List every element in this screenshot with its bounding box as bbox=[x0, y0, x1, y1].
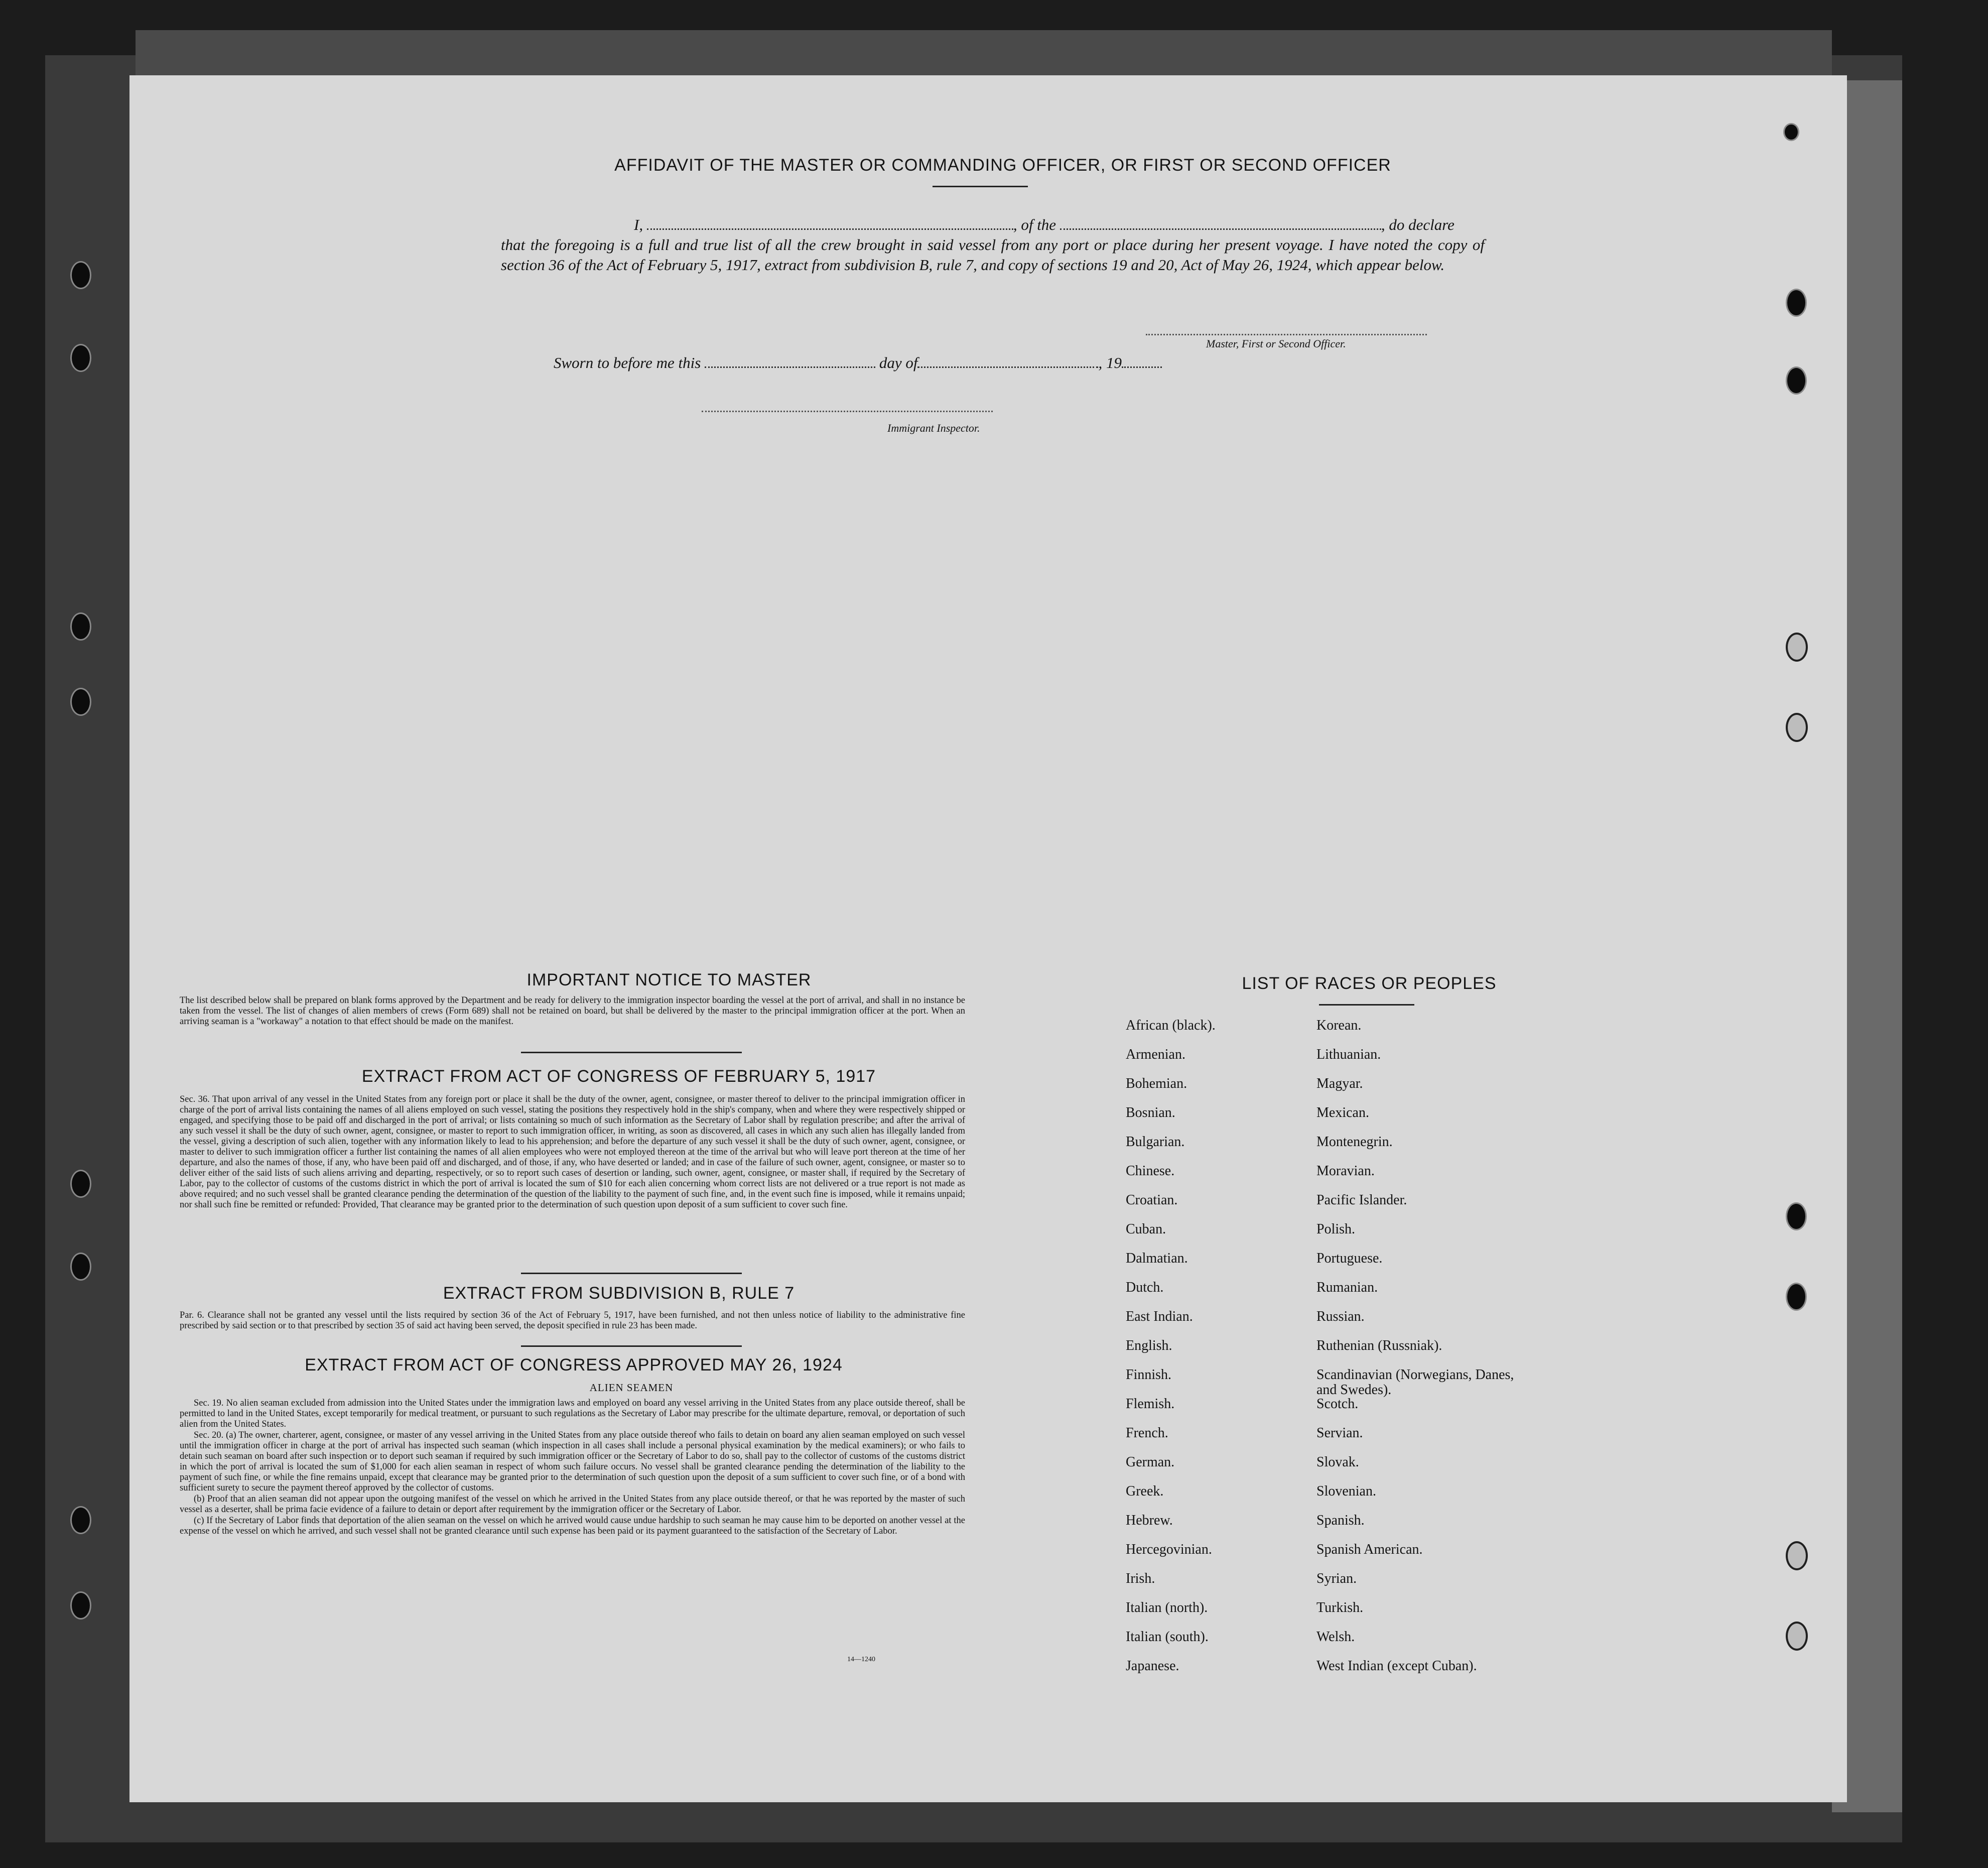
extract-rule7-rule bbox=[521, 1345, 742, 1347]
race-item: Cuban. bbox=[1126, 1221, 1166, 1237]
race-item: Portuguese. bbox=[1316, 1251, 1383, 1266]
inspector-signature-line bbox=[702, 411, 993, 412]
extract-1917-title: EXTRACT FROM ACT OF CONGRESS OF FEBRUARY 5, 1917 bbox=[361, 1067, 876, 1086]
race-item: English. bbox=[1126, 1338, 1172, 1353]
races-left-column bbox=[1126, 1018, 1306, 1688]
race-item: Irish. bbox=[1126, 1571, 1155, 1586]
punch-hole bbox=[1783, 123, 1799, 141]
notice-text: The list described below shall be prepared on blank forms approved by the Department and be ready for delivery to the immigration inspector boarding the vessel at the port of arrival, and shall in no instance be taken from the vessel. The list of changes of alien members of crews (Form 689) shall not be retained on board, but shall be delivered by the master to the principal immigration officer at the port. When an arriving seaman is a "workaway" a notation to that effect should be made on the manifest. bbox=[180, 995, 965, 1027]
race-item: Dutch. bbox=[1126, 1280, 1164, 1295]
affidavit-of-the-label: , of the bbox=[1013, 216, 1056, 233]
sworn-line bbox=[554, 354, 1162, 372]
race-item: Finnish. bbox=[1126, 1367, 1172, 1383]
race-item: Welsh. bbox=[1316, 1629, 1355, 1645]
document-page bbox=[129, 75, 1847, 1802]
punch-hole bbox=[1786, 633, 1808, 662]
race-item: Chinese. bbox=[1126, 1163, 1175, 1179]
sworn-day-field bbox=[705, 366, 875, 368]
race-item: Italian (north). bbox=[1126, 1600, 1208, 1615]
affidavit-body: that the foregoing is a full and true list of all the crew brought in said vessel from any port or place during her present voyage. I have noted the copy of section 36 of the Act of February 5, 1917, extract from subdivision B, rule 7, and copy of sections 19 and 20, Act of May 26, 1924, which appear below. bbox=[501, 236, 1485, 274]
sworn-year-field bbox=[1122, 366, 1162, 368]
races-title-rule bbox=[1319, 1004, 1414, 1006]
extract-1924-paragraph: (b) Proof that an alien seaman did not appear upon the outgoing manifest of the vessel on which he arrived in the United States from any place outside thereof, or that he was reported by the master of such vessel as a deserter, shall be prima facie evidence of a failure to detain or deport after requirement by the immigration officer or the Secretary of Labor. bbox=[180, 1494, 965, 1515]
race-item: Slovenian. bbox=[1316, 1483, 1376, 1499]
punch-hole bbox=[1786, 1622, 1808, 1651]
punch-hole bbox=[1786, 1283, 1807, 1311]
race-item: West Indian (except Cuban). bbox=[1316, 1658, 1477, 1674]
race-item: Croatian. bbox=[1126, 1192, 1178, 1208]
vessel-field bbox=[1060, 228, 1381, 230]
extract-1924-subtitle: ALIEN SEAMEN bbox=[589, 1382, 674, 1394]
affidavit-title: AFFIDAVIT OF THE MASTER OR COMMANDING OFFICER, OR FIRST OR SECOND OFFICER bbox=[614, 156, 1391, 175]
notice-title: IMPORTANT NOTICE TO MASTER bbox=[526, 970, 812, 989]
race-item: Spanish American. bbox=[1316, 1542, 1423, 1557]
extract-1917-text: Sec. 36. That upon arrival of any vessel in the United States from any foreign port or place it shall be the duty of the owner, agent, consignee, or master thereof to deliver to the principal immigration officer in charge of the port of arrival lists containing the names of all aliens employed on such vessel, stating the positions they respectively hold in the ship's company, when and where they were respectively shipped or engaged, and specifying those to be paid off and discharged in the port of arrival; or lists containing so much of such information as the Secretary of Labor shall by regulation prescribe; and after the arrival of any such vessel it shall be the duty of such owner, agent, consignee, or master to report to such immigration officer, in writing, as soon as discovered, all cases in which any such alien has illegally landed from the vessel, giving a description of such alien, together with any information likely to lead to his apprehension; and before the departure of any such vessel it shall be the duty of such owner, agent, consignee, or master to deliver to such immigration officer a further list containing the names of all alien employees who were not employed thereon at the time of the arrival but who will leave port thereon at the time of her departure, and also the names of those, if any, who have been paid off and discharged, and of those, if any, who have deserted or landed; and in case of the failure of such owner, agent, consignee, or master so to deliver either of the said lists of such aliens arriving and departing, respectively, or so to report such cases of desertion or landing, such owner, agent, consignee, or master shall, if required by the Secretary of Labor, pay to the collector of customs of the customs district in which the port of arrival is located the sum of $10 for each alien concerning whom correct lists are not delivered or a true report is not made as above required; and no such vessel shall be granted clearance pending the determination of the question of the liability to the payment of such fine, and, in the event such fine is imposed, while it remains unpaid; nor shall such fine be remitted or refunded: Provided, That clearance may be granted prior to the determination of such question upon deposit of a sum sufficient to cover such fine. bbox=[180, 1094, 965, 1210]
extract-1924-paragraph: Sec. 19. No alien seaman excluded from admission into the United States under the immigration laws and employed on board any vessel arriving in the United States from any place outside thereof, shall be permitted to land in the United States, except temporarily for medical treatment, or pursuant to such regulations as the Secretary of Labor may prescribe for the ultimate departure, removal, or deportation of such alien from the United States. bbox=[180, 1398, 965, 1429]
race-item: Flemish. bbox=[1126, 1396, 1175, 1412]
extract-1924-body bbox=[180, 1398, 965, 1537]
extract-1924-paragraph: Sec. 20. (a) The owner, charterer, agent, consignee, or master of any vessel arriving in the United States from any place outside thereof who fails to detain on board any alien seaman employed on such vessel until the immigration officer in charge at the port of arrival has inspected such seaman (which inspection in all cases shall include a personal physical examination by the medical examiners); or who fails to detain such seaman on board after such inspection or to deport such seaman if required by such immigration officer or the Secretary of Labor to do so, shall pay to the collector of customs of the customs district in which the port of arrival is located the sum of $1,000 for each alien seaman in respect of whom such failure occurs. No vessel shall be granted clearance pending the determination of the liability to the payment of such fine, or while the fine remains unpaid, except that clearance may be granted prior to the determination of such question upon the deposit of a sum sufficient to cover such fine, or of a bond with sufficient surety to secure the payment thereof approved by the collector of customs. bbox=[180, 1430, 965, 1493]
race-item: Bosnian. bbox=[1126, 1105, 1175, 1120]
race-item: Bohemian. bbox=[1126, 1076, 1187, 1091]
affidavit-title-rule bbox=[933, 186, 1028, 187]
race-item: Syrian. bbox=[1316, 1571, 1357, 1586]
affidavit-declare-label: , do declare bbox=[1381, 216, 1454, 233]
sworn-month-field bbox=[917, 366, 1098, 368]
form-number: 14—1240 bbox=[847, 1656, 875, 1663]
notice-rule bbox=[521, 1052, 742, 1053]
sworn-day-of-label: day of bbox=[879, 354, 918, 371]
race-item: Dalmatian. bbox=[1126, 1251, 1188, 1266]
extract-rule7-text: Par. 6. Clearance shall not be granted any vessel until the lists required by section 36 of the Act of February 5, 1917, have been furnished, and not then unless notice of liability to the administrative fine prescribed by said section or to that prescribed by section 35 of said act having been served, the deposit specified in rule 23 has been made. bbox=[180, 1310, 965, 1331]
punch-hole bbox=[70, 1170, 91, 1198]
race-item: Greek. bbox=[1126, 1483, 1164, 1499]
punch-hole bbox=[1786, 366, 1807, 395]
punch-hole bbox=[70, 612, 91, 641]
extract-1924-title: EXTRACT FROM ACT OF CONGRESS APPROVED MAY 26, 1924 bbox=[305, 1355, 843, 1375]
race-item: Mexican. bbox=[1316, 1105, 1369, 1120]
punch-hole bbox=[70, 344, 91, 372]
punch-hole bbox=[70, 1253, 91, 1281]
affidavit-declaration bbox=[501, 215, 1485, 275]
race-item: Montenegrin. bbox=[1316, 1134, 1393, 1150]
race-item: Russian. bbox=[1316, 1309, 1365, 1324]
race-item: Japanese. bbox=[1126, 1658, 1179, 1674]
race-item: Lithuanian. bbox=[1316, 1047, 1381, 1062]
race-item: Ruthenian (Russniak). bbox=[1316, 1338, 1442, 1353]
race-item: Italian (south). bbox=[1126, 1629, 1209, 1645]
race-item: Moravian. bbox=[1316, 1163, 1375, 1179]
race-item: Scandinavian (Norwegians, Danes, and Swedes). bbox=[1316, 1367, 1514, 1398]
punch-hole bbox=[1786, 1541, 1808, 1570]
race-item: German. bbox=[1126, 1454, 1175, 1470]
race-item: Korean. bbox=[1316, 1018, 1362, 1033]
master-signature-line bbox=[1146, 334, 1427, 335]
extract-1917-rule bbox=[521, 1273, 742, 1274]
sworn-year-label: , 19 bbox=[1098, 354, 1122, 371]
race-item: Spanish. bbox=[1316, 1513, 1365, 1528]
punch-hole bbox=[70, 261, 91, 289]
race-item: Pacific Islander. bbox=[1316, 1192, 1407, 1208]
race-item: Armenian. bbox=[1126, 1047, 1185, 1062]
race-item: French. bbox=[1126, 1425, 1168, 1441]
inspector-caption: Immigrant Inspector. bbox=[887, 422, 980, 434]
sworn-prefix: Sworn to before me this bbox=[554, 354, 701, 371]
punch-hole bbox=[70, 688, 91, 716]
punch-hole bbox=[1786, 289, 1807, 317]
extract-rule7-title: EXTRACT FROM SUBDIVISION B, RULE 7 bbox=[443, 1284, 795, 1303]
race-item: Scotch. bbox=[1316, 1396, 1359, 1412]
race-item: Hercegovinian. bbox=[1126, 1542, 1212, 1557]
race-item: Rumanian. bbox=[1316, 1280, 1378, 1295]
race-item: Polish. bbox=[1316, 1221, 1356, 1237]
extract-1924-paragraph: (c) If the Secretary of Labor finds that deportation of the alien seaman on the vessel on which he arrived would cause undue hardship to such seaman he may cause him to be deported on another vessel at the expense of the vessel on which he arrived, and such vessel shall not be granted clearance until such expense has been paid or its payment guaranteed to the satisfaction of the Secretary of Labor. bbox=[180, 1516, 965, 1536]
race-item: African (black). bbox=[1126, 1018, 1216, 1033]
back-sheet-top bbox=[136, 30, 1832, 75]
races-right-column bbox=[1316, 1018, 1537, 1688]
affidavit-first-line bbox=[501, 215, 1485, 235]
race-item: Hebrew. bbox=[1126, 1513, 1173, 1528]
race-item: East Indian. bbox=[1126, 1309, 1193, 1324]
punch-hole bbox=[70, 1591, 91, 1620]
name-field bbox=[647, 228, 1013, 230]
punch-hole bbox=[1786, 713, 1808, 742]
race-item: Slovak. bbox=[1316, 1454, 1359, 1470]
race-item: Magyar. bbox=[1316, 1076, 1363, 1091]
punch-hole bbox=[70, 1506, 91, 1534]
affidavit-i-label: I, bbox=[634, 216, 643, 233]
race-item: Turkish. bbox=[1316, 1600, 1364, 1615]
race-item: Bulgarian. bbox=[1126, 1134, 1185, 1150]
race-item: Servian. bbox=[1316, 1425, 1363, 1441]
master-signature-caption: Master, First or Second Officer. bbox=[1206, 337, 1346, 350]
races-title: LIST OF RACES OR PEOPLES bbox=[1242, 974, 1497, 993]
punch-hole bbox=[1786, 1202, 1807, 1230]
